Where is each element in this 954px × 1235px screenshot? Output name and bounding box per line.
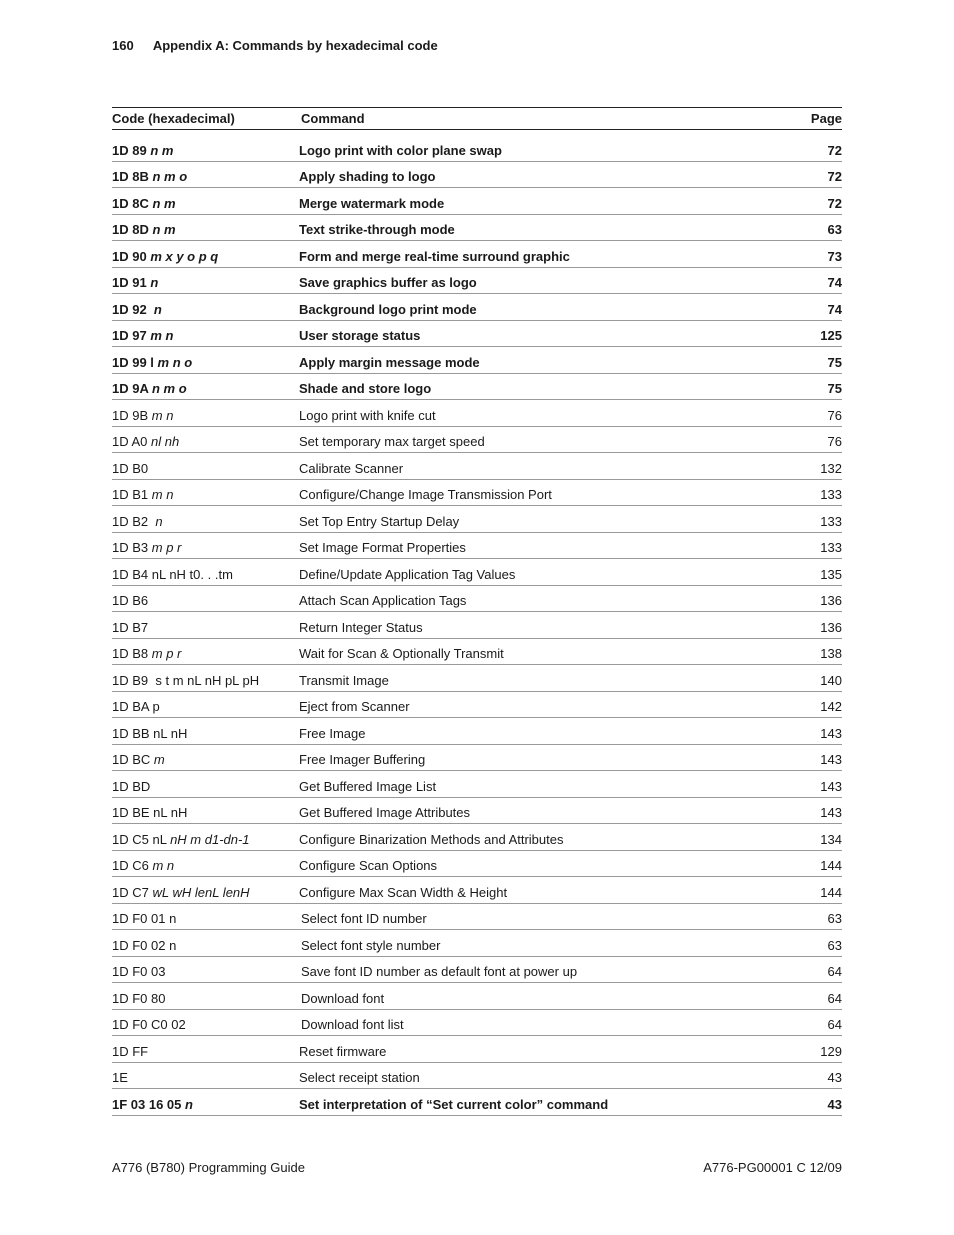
command-name: Merge watermark mode: [299, 195, 445, 211]
command-code-args: n m o: [152, 169, 188, 184]
command-code: [112, 593, 299, 608]
table-row: [112, 639, 842, 666]
table-row: [112, 851, 842, 878]
table-row: [112, 718, 842, 745]
command-code-base: 1D B3: [112, 540, 152, 555]
table-row: [112, 215, 842, 242]
command-code: [112, 249, 299, 264]
command-code-base: 1D 8B: [112, 169, 153, 184]
command-name: Free Image: [299, 725, 366, 741]
page-reference: 134: [820, 831, 842, 847]
command-code: [112, 991, 299, 1006]
command-code: [112, 461, 299, 476]
table-row: [112, 798, 842, 825]
page-reference: 72: [827, 169, 842, 184]
command-code: [112, 275, 299, 290]
command-code-base: 1D C6: [112, 858, 153, 873]
command-code-base: 1D BA p: [112, 699, 160, 714]
command-name: Get Buffered Image Attributes: [299, 805, 471, 820]
page-reference: 136: [820, 593, 842, 608]
command-name: Set Image Format Properties: [299, 540, 466, 555]
command-name: Configure/Change Image Transmission Port: [299, 487, 552, 502]
command-code-base: 1D B8: [112, 646, 152, 661]
page-reference: 143: [820, 725, 842, 741]
command-code-args: m n: [151, 407, 174, 423]
command-code-args: m: [153, 752, 165, 767]
command-name: Save graphics buffer as logo: [299, 275, 477, 290]
page-reference: 64: [827, 990, 842, 1006]
page-reference: 63: [827, 937, 842, 953]
table-row: [112, 268, 842, 295]
command-name: Select receipt station: [299, 1070, 420, 1085]
command-code-base: 1D F0 03: [112, 964, 166, 979]
page-reference: 133: [820, 487, 842, 502]
command-code: [112, 752, 299, 767]
table-row: [112, 400, 842, 427]
command-code-base: 1D B6: [112, 593, 149, 608]
page-reference: 132: [820, 460, 842, 476]
command-name: Configure Max Scan Width & Height: [299, 884, 508, 900]
command-code: [112, 832, 299, 847]
command-code: [112, 540, 299, 555]
command-name: Set Top Entry Startup Delay: [299, 513, 460, 529]
command-code-base: 1D 89: [112, 142, 151, 158]
command-code-args: n m: [152, 195, 176, 211]
page-number: 160: [112, 38, 134, 53]
table-row: [112, 983, 842, 1010]
command-code: [112, 1044, 299, 1059]
command-name: Free Imager Buffering: [299, 752, 426, 767]
command-code-base: 1D 9A: [112, 381, 152, 396]
command-code: [112, 673, 299, 688]
page-reference: 74: [827, 301, 842, 317]
command-name: Calibrate Scanner: [299, 460, 404, 476]
command-code: [112, 858, 299, 873]
table-row: [112, 135, 842, 162]
table-row: [112, 957, 842, 984]
command-code-base: 1D BB nL nH: [112, 725, 188, 741]
page-reference: 143: [820, 752, 842, 767]
footer-document-id: A776-PG00001 C 12/09: [703, 1160, 842, 1175]
command-name: Set temporary max target speed: [299, 434, 485, 449]
command-code-base: 1D 91: [112, 275, 151, 290]
command-name: Define/Update Application Tag Values: [299, 566, 516, 582]
command-name: Configure Binarization Methods and Attributes: [299, 831, 564, 847]
table-row: [112, 665, 842, 692]
command-name: Form and merge real-time surround graphic: [299, 248, 570, 264]
page-reference: 75: [827, 354, 842, 370]
command-code: [112, 302, 299, 317]
table-row: [112, 162, 842, 189]
command-code-base: 1D B0: [112, 460, 149, 476]
command-code: [112, 911, 299, 926]
command-code-base: 1D B2: [112, 513, 156, 529]
table-row: [112, 453, 842, 480]
command-name: User storage status: [299, 328, 421, 343]
command-code: [112, 567, 299, 582]
page-reference: 64: [827, 964, 842, 979]
command-code: [112, 143, 299, 158]
command-code: [112, 779, 299, 794]
page-reference: 76: [827, 434, 842, 449]
command-code: [112, 1097, 299, 1112]
command-code-args: n m: [152, 222, 176, 237]
page-reference: 142: [820, 699, 842, 714]
table-row: [112, 930, 842, 957]
table-row: [112, 1089, 842, 1116]
command-code-args: n: [150, 275, 159, 290]
command-name: Attach Scan Application Tags: [299, 593, 467, 608]
command-name: Logo print with knife cut: [299, 407, 436, 423]
page-reference: 63: [827, 911, 842, 926]
table-row: [112, 506, 842, 533]
command-code-args: n m o: [151, 381, 187, 396]
page-reference: 136: [820, 619, 842, 635]
page-reference: 75: [827, 381, 842, 396]
command-code-base: 1D FF: [112, 1043, 149, 1059]
command-code: [112, 699, 299, 714]
command-name: Apply shading to logo: [299, 169, 436, 184]
section-title: Appendix A: Commands by hexadecimal code: [152, 38, 438, 53]
command-name: Select font ID number: [301, 911, 427, 926]
command-code-args: m x y o p q: [150, 248, 219, 264]
command-code: [112, 885, 299, 900]
command-name: Shade and store logo: [299, 381, 432, 396]
command-code-base: 1D 8C: [112, 195, 153, 211]
table-row: [112, 559, 842, 586]
command-name: Get Buffered Image List: [299, 778, 437, 794]
command-code-args: n: [155, 513, 163, 529]
table-header: [112, 108, 842, 130]
page-reference: 72: [827, 195, 842, 211]
command-code: [112, 964, 299, 979]
command-code: [112, 169, 299, 184]
table-row: [112, 1036, 842, 1063]
command-code: [112, 620, 299, 635]
column-header-page: Page: [810, 111, 842, 126]
command-code-base: 1D F0 02 n: [112, 937, 177, 953]
command-code: [112, 434, 299, 449]
page-reference: 133: [820, 513, 842, 529]
command-code: [112, 514, 299, 529]
command-code-base: 1F 03 16 05: [112, 1096, 185, 1112]
table-row: [112, 427, 842, 454]
table-row: [112, 533, 842, 560]
footer-document-title: A776 (B780) Programming Guide: [112, 1160, 305, 1175]
page-reference: 64: [827, 1017, 842, 1032]
command-code-base: 1D B4 nL nH t0. . .tm: [112, 566, 233, 582]
command-code-args: nH m d1-dn-1: [170, 831, 250, 847]
command-code: [112, 1017, 299, 1032]
command-code: [112, 726, 299, 741]
command-code-base: 1D BE nL nH: [112, 805, 188, 820]
table-row: [112, 241, 842, 268]
command-code-args: m n o: [157, 354, 193, 370]
page-reference: 138: [820, 646, 842, 661]
table-row: [112, 692, 842, 719]
command-code-base: 1D C5 nL: [112, 831, 171, 847]
command-name: Download font list: [301, 1017, 404, 1032]
command-code: [112, 805, 299, 820]
command-code-args: m p r: [151, 540, 182, 555]
page-reference: 73: [827, 248, 842, 264]
command-code-args: wL wH lenL lenH: [152, 884, 250, 900]
command-name: Eject from Scanner: [299, 699, 410, 714]
command-code-base: 1D 90: [112, 248, 151, 264]
page-reference: 74: [827, 275, 842, 290]
command-code-base: 1D F0 01 n: [112, 911, 177, 926]
table-row: [112, 294, 842, 321]
page-reference: 72: [827, 142, 842, 158]
command-code-base: 1D 99 l: [112, 354, 158, 370]
page-header: [112, 38, 438, 53]
command-code: [112, 487, 299, 502]
command-code-base: 1D F0 80: [112, 990, 166, 1006]
command-code-base: 1D 97: [112, 328, 151, 343]
command-code-base: 1E: [112, 1070, 128, 1085]
command-name: Apply margin message mode: [299, 354, 480, 370]
command-code-base: 1D 9B: [112, 407, 152, 423]
command-code-args: n m: [150, 142, 174, 158]
command-code-args: n: [185, 1096, 193, 1112]
command-code-args: m n: [152, 858, 175, 873]
page-reference: 144: [820, 884, 842, 900]
table-row: [112, 771, 842, 798]
command-code-base: 1D B1: [112, 487, 152, 502]
command-code-args: m n: [151, 487, 174, 502]
command-code-base: 1D 92: [112, 301, 154, 317]
table-row: [112, 347, 842, 374]
command-code: [112, 222, 299, 237]
page-reference: 135: [820, 566, 842, 582]
table-row: [112, 1063, 842, 1090]
table-row: [112, 904, 842, 931]
command-code-base: 1D B9 s t m nL nH pL pH: [112, 672, 260, 688]
table-row: [112, 824, 842, 851]
table-row: [112, 877, 842, 904]
command-code-base: 1D BD: [112, 778, 151, 794]
table-row: [112, 480, 842, 507]
page-reference: 140: [820, 672, 842, 688]
page-reference: 76: [827, 407, 842, 423]
table-body: [112, 135, 842, 1116]
command-name: Text strike-through mode: [299, 222, 455, 237]
command-code-args: m n: [150, 328, 174, 343]
command-code-args: n: [153, 301, 162, 317]
page-reference: 43: [827, 1096, 842, 1112]
command-name: Transmit Image: [299, 672, 389, 688]
page-reference: 143: [820, 805, 842, 820]
command-code-base: 1D C7: [112, 884, 153, 900]
command-name: Logo print with color plane swap: [299, 142, 502, 158]
page-reference: 43: [827, 1070, 842, 1085]
command-code-args: m p r: [151, 646, 182, 661]
command-code: [112, 938, 299, 953]
commands-table: [112, 107, 842, 1116]
table-row: [112, 1010, 842, 1037]
column-header-command: Command: [301, 111, 365, 126]
command-code-args: nl nh: [151, 434, 180, 449]
page-reference: 63: [827, 222, 842, 237]
command-code-base: 1D 8D: [112, 222, 153, 237]
table-row: [112, 612, 842, 639]
command-name: Configure Scan Options: [299, 858, 438, 873]
page-reference: 143: [820, 778, 842, 794]
page-reference: 133: [820, 540, 842, 555]
column-header-code: Code (hexadecimal): [112, 111, 235, 126]
command-name: Select font style number: [301, 937, 441, 953]
table-row: [112, 321, 842, 348]
table-row: [112, 586, 842, 613]
command-code: [112, 646, 299, 661]
command-name: Wait for Scan & Optionally Transmit: [299, 646, 504, 661]
command-code: [112, 196, 299, 211]
page-reference: 129: [820, 1043, 842, 1059]
command-code-base: 1D BC: [112, 752, 154, 767]
page-footer: [112, 1160, 842, 1175]
command-code: [112, 381, 299, 396]
command-code-base: 1D F0 C0 02: [112, 1017, 186, 1032]
command-code: [112, 355, 299, 370]
command-code: [112, 408, 299, 423]
command-name: Background logo print mode: [299, 301, 477, 317]
page-reference: 144: [820, 858, 842, 873]
command-code: [112, 1070, 299, 1085]
table-row: [112, 374, 842, 401]
table-row: [112, 745, 842, 772]
page-reference: 125: [820, 328, 842, 343]
command-name: Set interpretation of “Set current color” command: [299, 1096, 609, 1112]
command-code-base: 1D B7: [112, 619, 149, 635]
command-name: Reset firmware: [299, 1043, 387, 1059]
table-row: [112, 188, 842, 215]
command-name: Return Integer Status: [299, 619, 423, 635]
command-code: [112, 328, 299, 343]
command-name: Save font ID number as default font at power up: [301, 964, 578, 979]
command-name: Download font: [301, 990, 385, 1006]
command-code-base: 1D A0: [112, 434, 152, 449]
